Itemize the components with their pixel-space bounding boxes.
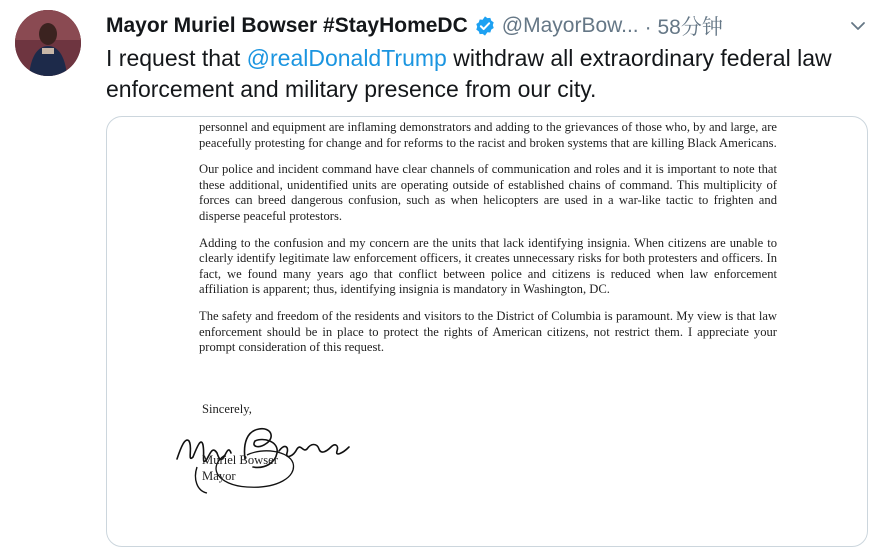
tweet-text	[106, 43, 866, 105]
media-attachment[interactable]	[106, 116, 868, 547]
letter-body	[199, 120, 777, 367]
author-handle[interactable]: @MayorBow...	[501, 14, 639, 37]
verified-badge-icon	[474, 15, 496, 37]
letter-paragraph: Our police and incident command have clear channels of communication and roles and it is important to note that these additional, unidentified units are operating outside of established chains of command. This multiplicity of forces can breed dangerous confusion, such as when helicopters are used in a war-like tactic to frighten and disperse peaceful protestors.	[199, 162, 777, 223]
letter-paragraph: The safety and freedom of the residents and visitors to the District of Columbia is paramount. My view is that law enforcement should be in place to protect the rights of American citizens, not restrict them. I appreciate your prompt consideration of this request.	[199, 308, 777, 355]
mention-link[interactable]: @realDonaldTrump	[246, 45, 447, 71]
avatar[interactable]	[15, 10, 81, 76]
chevron-down-icon[interactable]	[846, 16, 870, 36]
avatar-photo	[15, 10, 81, 76]
author-name[interactable]: Mayor Muriel Bowser #StayHomeDC	[106, 14, 468, 37]
tweet-header	[106, 12, 866, 40]
signer-block	[202, 453, 278, 484]
signer-title: Mayor	[202, 468, 236, 483]
tweet-text-after: withdraw all extraordinary federal law enforcement and military presence from our city.	[106, 45, 832, 102]
letter-closing: Sincerely,	[202, 402, 252, 416]
signer-name: Muriel Bowser	[202, 453, 278, 467]
tweet-timestamp[interactable]: · 58分钟	[644, 16, 723, 39]
tweet-text-before: I request that	[106, 45, 247, 71]
letter-paragraph: Adding to the confusion and my concern are the units that lack identifying insignia. When citizens are unable to clearly identify legitimate law enforcement officers, it creates unnecessary risks for both protesters and officers. In fact, we found many years ago that conflict between police and citizens is reduced when law enforcement affiliation is apparent; thus, identifying insignia is mandatory in Washington, DC.	[199, 235, 777, 297]
letter-paragraph: personnel and equipment are inflaming demonstrators and adding to the grievances of those who, by and large, are peacefully protesting for change and for reforms to the racist and broken systems that are killing Black Americans.	[199, 120, 777, 150]
